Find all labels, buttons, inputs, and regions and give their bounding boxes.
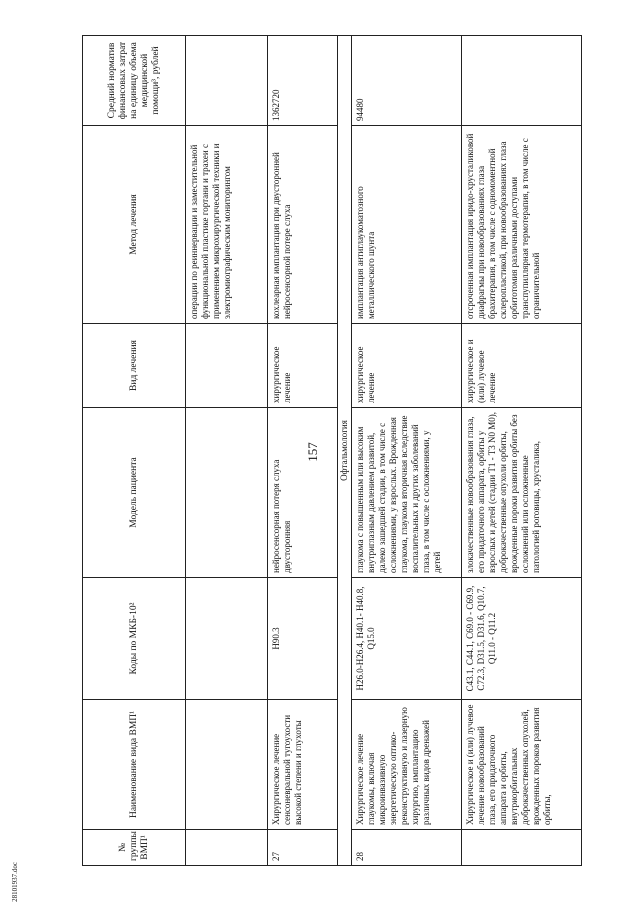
document-code-text: 28101937.doc <box>11 862 19 902</box>
section-title-ophthalmology: Офтальмология <box>338 36 352 866</box>
header-average-cost: Средний норматив финансовых затрат на единицу объема медицинской помощи³, рублей <box>83 36 186 126</box>
cell-treatment-type: хирургическое лечение <box>268 324 338 408</box>
cell-treatment-method: имплантация антиглаукоматозного металлического шунта <box>352 126 462 324</box>
header-vmp-name: Наименование вида ВМП¹ <box>83 700 186 830</box>
cell-patient-model <box>186 408 268 578</box>
cell-patient-model: злокачественные новообразования глаза, его придаточного аппарата, орбиты у взрослых и детей (стадии T1 - T3 N0 M0), доброкачественные опухоли орбиты, врожденные пороки развития орбиты без осложнений или осложненные патологией роговицы, хрусталика, <box>462 408 582 578</box>
cell-treatment-method: операции по реиннервации и заместительной функциональной пластике гортани и трахеи с применением микрохирургической техники и электромиографическим мониторингом <box>186 126 268 324</box>
cell-treatment-method: кохлеарная имплантация при двусторонней нейросенсорной потере слуха <box>268 126 338 324</box>
header-treatment-type: Вид лечения <box>83 324 186 408</box>
page-number-text: 157 <box>305 442 320 462</box>
header-group-number: № группы ВМП¹ <box>83 830 186 866</box>
cell-group-number: 27 <box>268 830 338 866</box>
cell-average-cost <box>462 36 582 126</box>
table-row <box>268 36 338 866</box>
cell-group-number <box>186 830 268 866</box>
table-header-row <box>83 36 186 866</box>
cell-average-cost: 94480 <box>352 36 462 126</box>
section-row <box>338 36 352 866</box>
cell-vmp-name: Хирургическое и (или) лучевое лечение новообразований глаза, его придаточного аппарата и орбиты, внутриорбитальных доброкачественных опухолей, врожденных пороков развития орбиты, <box>462 700 582 830</box>
cell-average-cost: 1362720 <box>268 36 338 126</box>
header-patient-model: Модель пациента <box>83 408 186 578</box>
table-row <box>186 36 268 866</box>
cell-vmp-name <box>186 700 268 830</box>
cell-icd-codes: C43.1, C44.1, C69.0 - C69.9, C72.3, D31.5, D31.6, Q10.7, Q11.0 - Q11.2 <box>462 578 582 700</box>
cell-treatment-type: хирургическое и (или) лучевое лечение <box>462 324 582 408</box>
header-treatment-method: Метод лечения <box>83 126 186 324</box>
cell-patient-model: глаукома с повышенным или высоким внутриглазным давлением развитой, далеко зашедшей стадии, в том числе с осложнениями, у взрослых. Врожденная глаукома, глаукома вторичная вследствие воспалительных и других заболеваний глаза, в том числе с осложнениями, у детей <box>352 408 462 578</box>
cell-group-number <box>462 830 582 866</box>
cell-average-cost <box>186 36 268 126</box>
cell-icd-codes: H26.0-H26.4, H40.1- H40.8, Q15.0 <box>352 578 462 700</box>
cell-icd-codes <box>186 578 268 700</box>
cell-treatment-type: хирургическое лечение <box>352 324 462 408</box>
vmp-table <box>82 35 582 866</box>
header-icd-codes: Коды по МКБ-10² <box>83 578 186 700</box>
cell-treatment-type <box>186 324 268 408</box>
table-row <box>462 36 582 866</box>
document-code <box>8 860 22 904</box>
cell-treatment-method: отсроченная имплантация иридо-хрусталиковой диафрагмы при новообразованиях глаза брахитерапия, в том числе с одномоментной склеропластикой, при новообразованиях глаза орбитотомия различными доступами транспупиллярная термотерапия, в том числе с ограничительной <box>462 126 582 324</box>
cell-patient-model: нейросенсорная потеря слуха двусторонняя <box>268 408 338 578</box>
cell-vmp-name: Хирургическое лечение глаукомы, включая микроинвазивную энергетическую оптико-реконструктивную и лазерную хирургию, имплантацию различных видов дренажей <box>352 700 462 830</box>
cell-vmp-name: Хирургическое лечение сенсоневральной тугоухости высокой степени и глухоты <box>268 700 338 830</box>
cell-group-number: 28 <box>352 830 462 866</box>
table-row <box>352 36 462 866</box>
cell-icd-codes: H90.3 <box>268 578 338 700</box>
rotated-table-container <box>82 36 622 866</box>
